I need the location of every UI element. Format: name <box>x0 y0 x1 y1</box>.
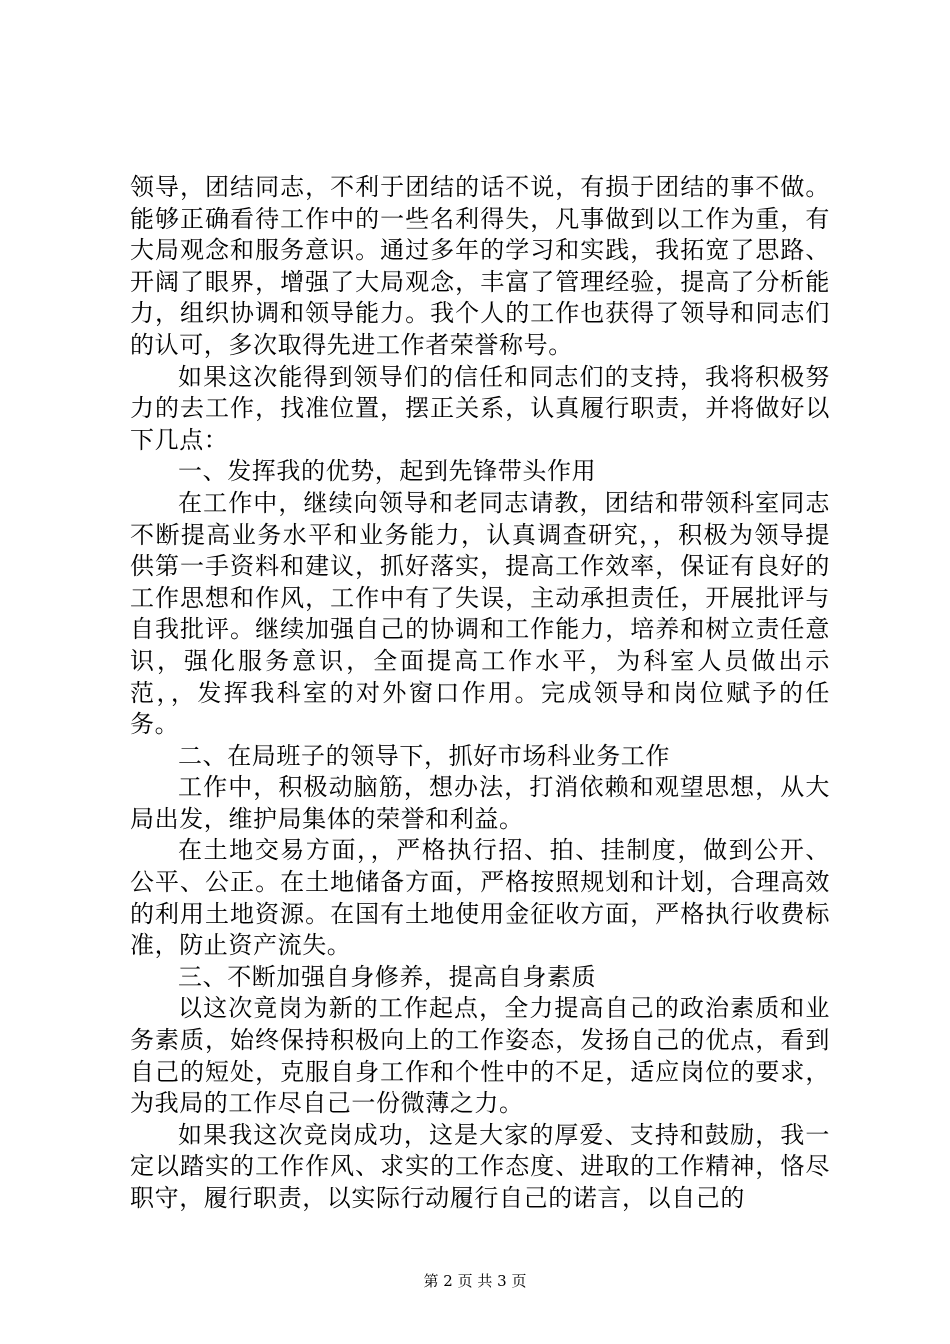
paragraph-closing: 如果我这次竞岗成功，这是大家的厚爱、支持和鼓励，我一定以踏实的工作作风、求实的工作态度、进取的工作精神，恪尽职守，履行职责，以实际行动履行自己的诺言，以自己的 <box>130 1120 830 1212</box>
section-heading-3: 三、不断加强自身修养，提高自身素质 <box>178 962 597 991</box>
paragraph-section-2a: 工作中，积极动脑筋，想办法，打消依赖和观望思想，从大局出发，维护局集体的荣誉和利益。 <box>130 773 830 833</box>
paragraph-section-3: 以这次竟岗为新的工作起点，全力提高自己的政治素质和业务素质，始终保持积极向上的工作姿态，发扬自己的优点，看到自己的短处，克服自身工作和个性中的不足，适应岗位的要求，为我局的工作尽自己一份微薄之力。 <box>130 994 830 1118</box>
section-heading-2: 二、在局班子的领导下，抓好市场科业务工作 <box>178 741 670 770</box>
paragraph-intent: 如果这次能得到领导们的信任和同志们的支持，我将积极努力的去工作，找准位置，摆正关系，认真履行职责，并将做好以下几点： <box>130 362 830 454</box>
paragraph-section-1: 在工作中，继续向领导和老同志请教，团结和带领科室同志不断提高业务水平和业务能力，认真调查研究，，积极为领导提供第一手资料和建议，抓好落实，提高工作效率，保证有良好的工作思想和作风，工作中有了失误，主动承担责任，开展批评与自我批评。继续加强自己的协调和工作能力，培养和树立责任意识，强化服务意识，全面提高工作水平，为科室人员做出示范，，发挥我科室的对外窗口作用。完成领导和岗位赋予的任务。 <box>130 488 830 739</box>
paragraph-section-2b: 在土地交易方面，，严格执行招、拍、挂制度，做到公开、公平、公正。在土地储备方面，严格按照规划和计划，合理高效的利用土地资源。在国有土地使用金征收方面，严格执行收费标准，防止资产流失。 <box>130 836 830 960</box>
document-body <box>130 172 830 1215</box>
paragraph-continuation: 领导，团结同志，不利于团结的话不说，有损于团结的事不做。能够正确看待工作中的一些名利得失，凡事做到以工作为重，有大局观念和服务意识。通过多年的学习和实践，我拓宽了思路、开阔了眼界，增强了大局观念，丰富了管理经验，提高了分析能力，组织协调和领导能力。我个人的工作也获得了领导和同志们的认可，多次取得先进工作者荣誉称号。 <box>130 173 830 359</box>
section-heading-1: 一、发挥我的优势，起到先锋带头作用 <box>178 457 597 486</box>
page-number-footer: 第 2 页 共 3 页 <box>423 1272 527 1290</box>
